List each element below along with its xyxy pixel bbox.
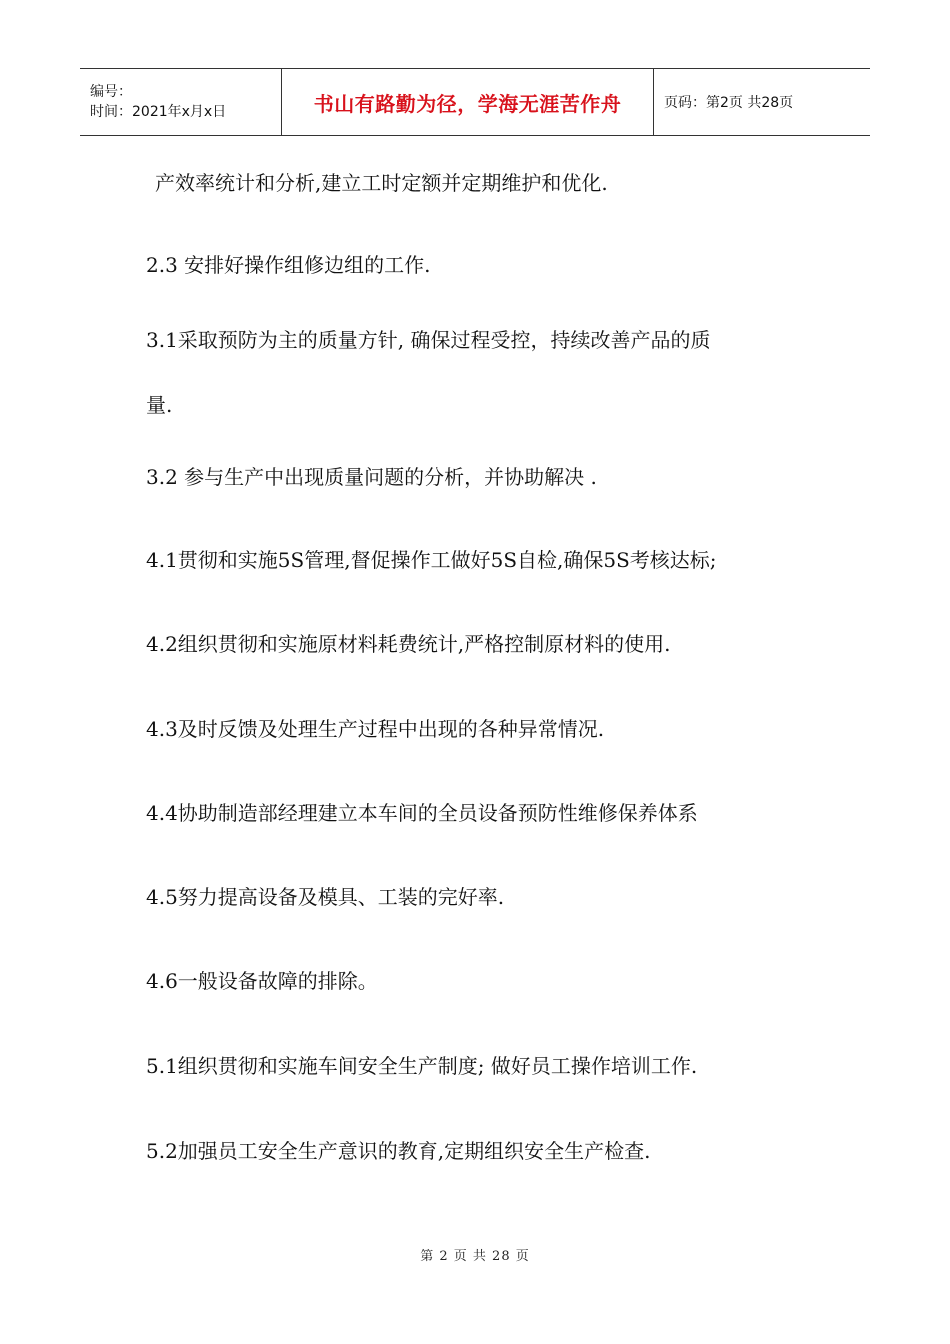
footer-page-number: 第 2 页 共 28 页 [420,1249,530,1264]
paragraph-line: 2.3 安排好操作组修边组的工作. [146,253,431,277]
paragraph-line: 4.1贯彻和实施5S管理,督促操作工做好5S自检,确保5S考核达标; [146,548,717,572]
paragraph-line: 5.2加强员工安全生产意识的教育,定期组织安全生产检查. [146,1139,651,1163]
paragraph-line: 3.2 参与生产中出现质量问题的分析，并协助解决 . [146,465,597,489]
paragraph-line: 4.5努力提高设备及模具、工装的完好率. [146,885,505,909]
paragraph-line: 4.3及时反馈及处理生产过程中出现的各种异常情况. [146,717,605,741]
paragraph-line: 4.4协助制造部经理建立本车间的全员设备预防性维修保养体系 [146,801,698,825]
motto-text: 书山有路勤为径，学海无涯苦作舟 [313,91,622,116]
paragraph-line: 产效率统计和分析,建立工时定额并定期维护和优化. [155,171,608,195]
page-footer [0,1245,950,1264]
number-label: 编号： [90,84,132,100]
header-page-cell [654,69,870,135]
paragraph-line: 5.1组织贯彻和实施车间安全生产制度; 做好员工操作培训工作. [146,1054,698,1078]
paragraph-line: 3.1采取预防为主的质量方针, 确保过程受控，持续改善产品的质 [146,328,711,352]
paragraph-line: 4.2组织贯彻和实施原材料耗费统计,严格控制原材料的使用. [146,632,671,656]
page-header [80,68,870,136]
header-meta [80,69,282,135]
paragraph-line: 4.6一般设备故障的排除。 [146,969,378,993]
header-page-label: 页码：第2页 共28页 [664,95,794,111]
header-motto-cell [282,69,654,135]
date-label: 时间：2021年x月x日 [90,104,227,120]
paragraph-line: 量. [146,393,173,417]
